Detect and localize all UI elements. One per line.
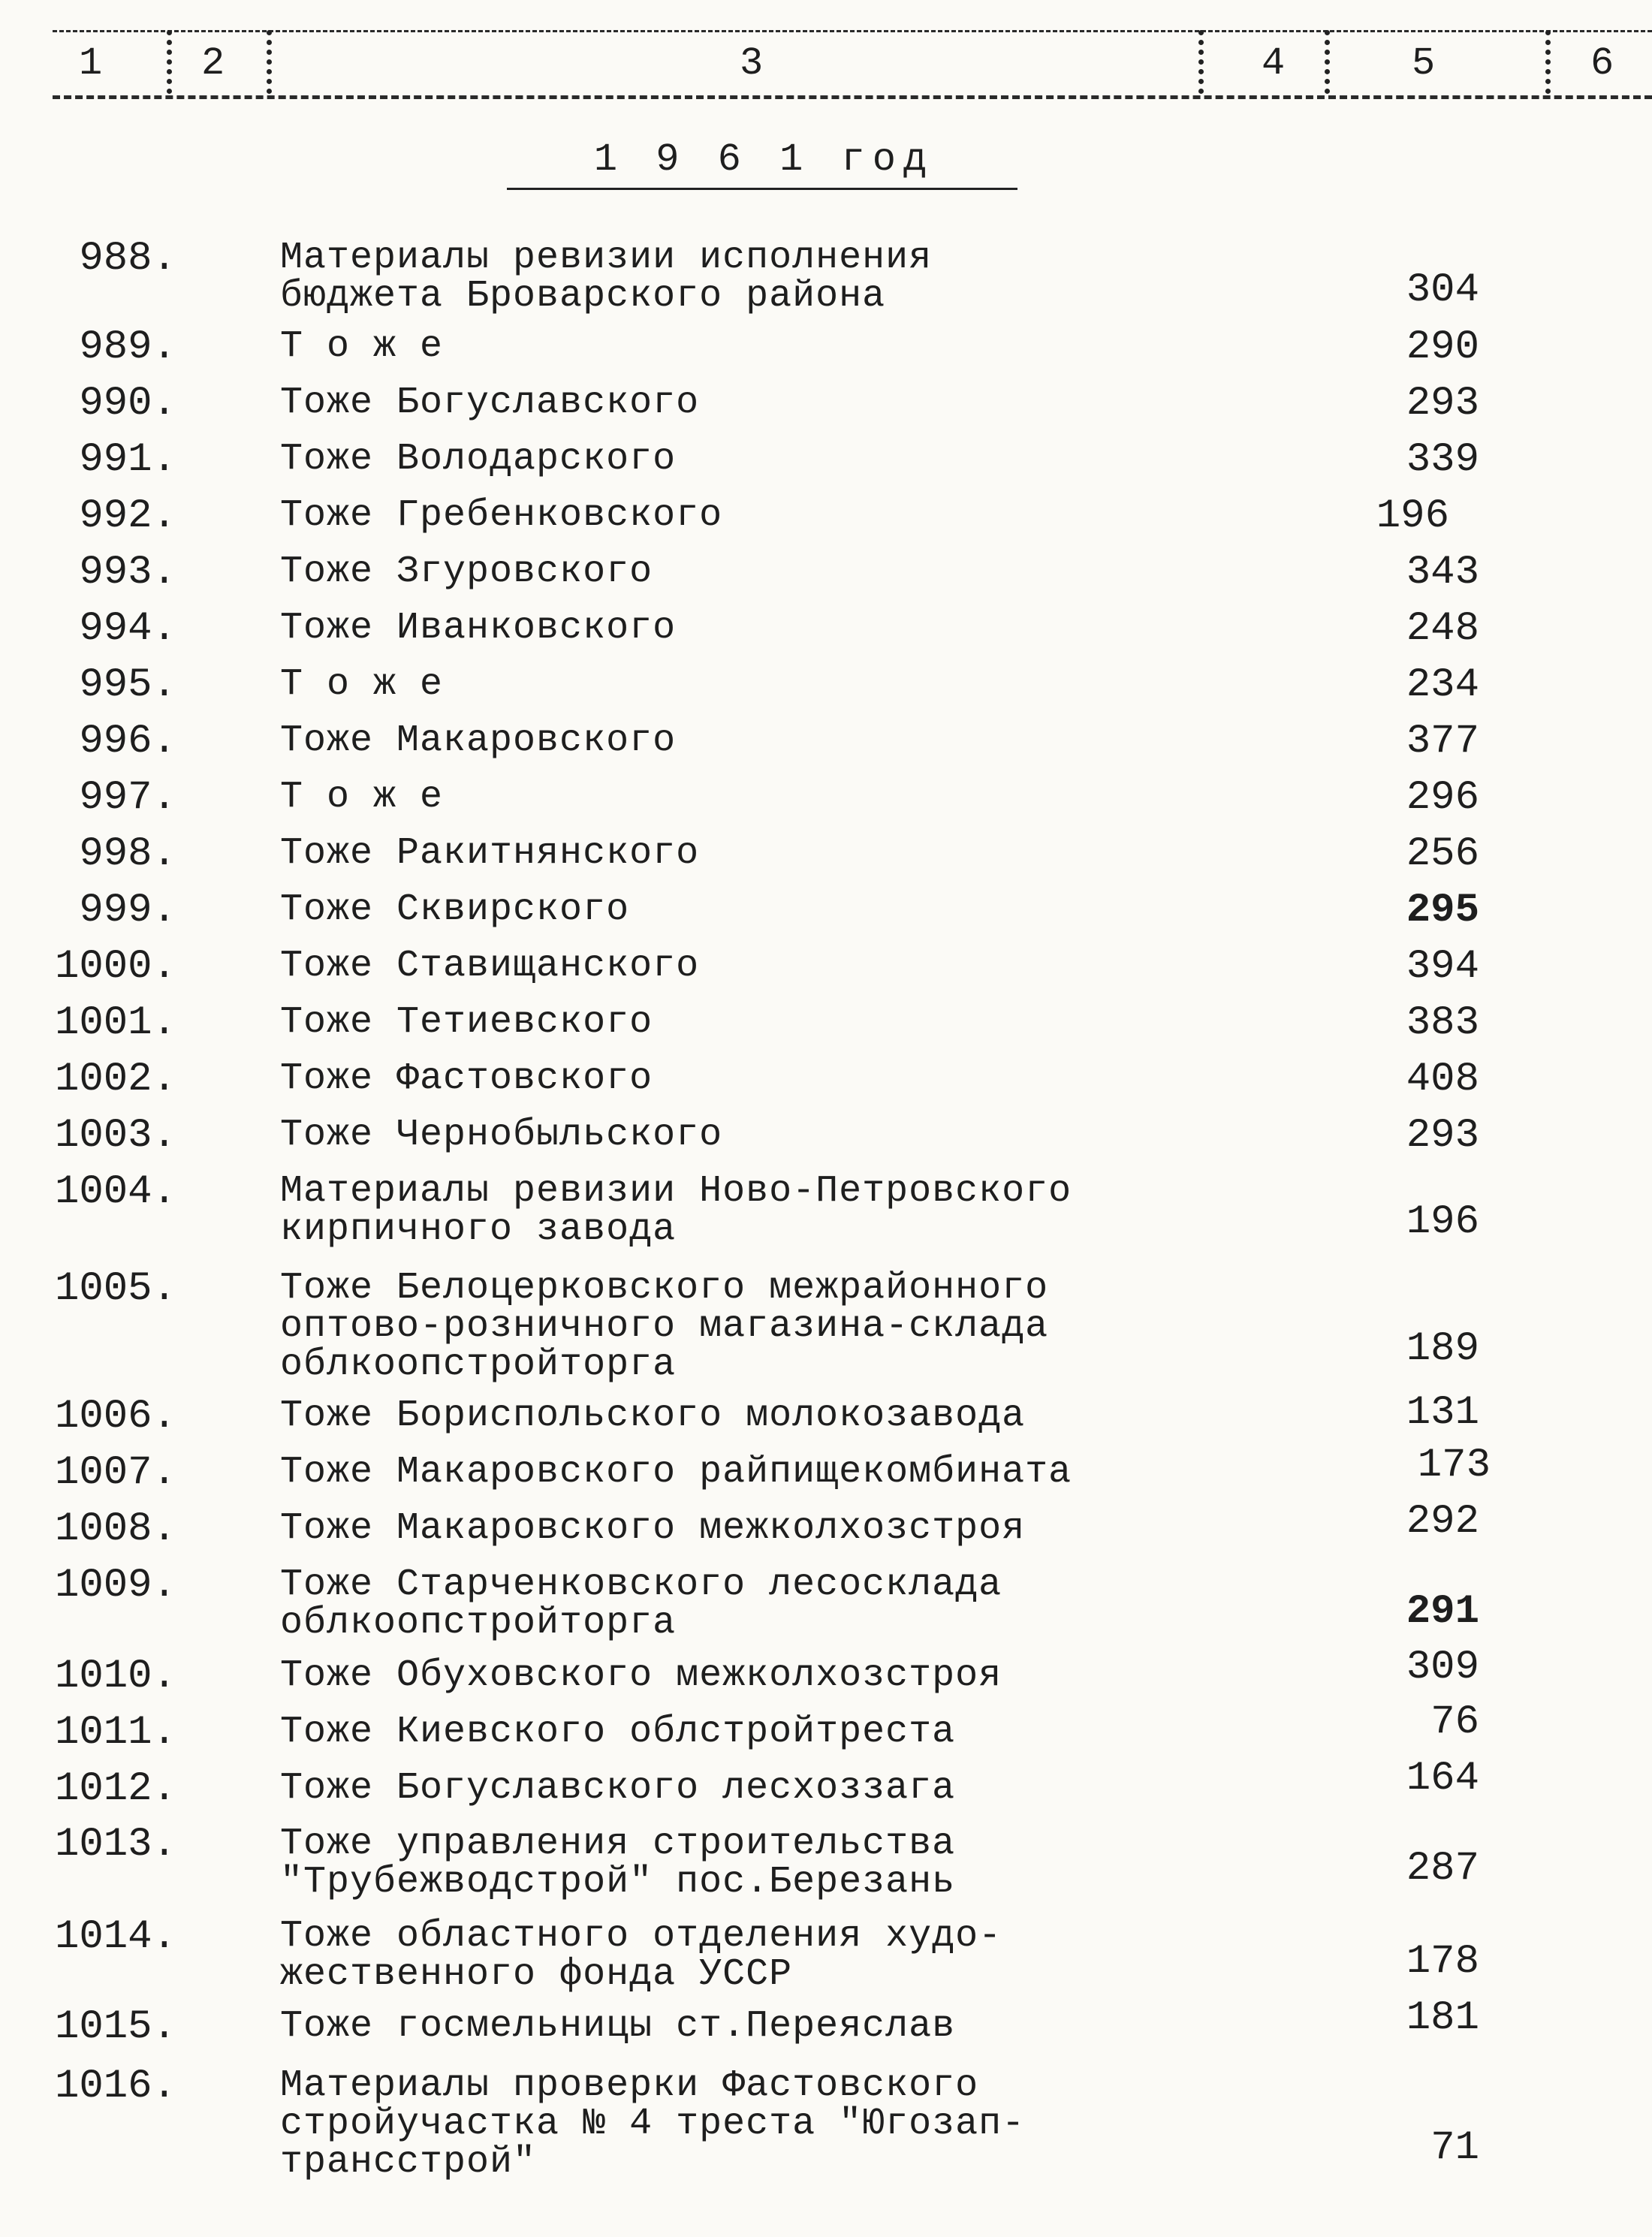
item-pages: 131 xyxy=(1406,1390,1479,1436)
item-title: Материалы проверки Фастовского стройучастка № 4 треста "Югозап- трансстрой" xyxy=(280,2064,1026,2184)
item-number: 1005. xyxy=(54,1266,176,1312)
item-pages: 256 xyxy=(1406,831,1479,877)
item-title: Тоже Иванковского xyxy=(280,607,677,650)
item-number: 993. xyxy=(79,550,176,595)
item-title: Тоже Фастовского xyxy=(280,1057,653,1100)
item-number: 991. xyxy=(79,437,176,483)
item-title: Тоже Обуховского межколхозстроя xyxy=(280,1654,1002,1697)
year-underline xyxy=(507,188,1017,190)
item-number: 1006. xyxy=(54,1394,176,1440)
item-pages: 309 xyxy=(1406,1645,1479,1690)
item-number: 1016. xyxy=(54,2064,176,2109)
header-bottom-rule xyxy=(53,95,1652,99)
item-number: 988. xyxy=(79,236,176,282)
item-number: 1002. xyxy=(54,1057,176,1102)
column-number-3: 3 xyxy=(740,41,764,86)
year-heading: 1 9 6 1 год xyxy=(593,137,935,182)
item-title: Тоже Белоцерковского межрайонного оптово-розничного магазина-склада облкоопстройторга xyxy=(280,1267,1049,1386)
item-title: Тоже Володарского xyxy=(280,438,677,481)
item-number: 989. xyxy=(79,324,176,370)
item-title: Тоже Ставищанского xyxy=(280,945,700,987)
item-pages: 394 xyxy=(1406,944,1479,990)
item-title: Материалы ревизии Ново-Петровского кирпичного завода xyxy=(280,1170,1072,1251)
item-pages: 343 xyxy=(1406,550,1479,595)
column-number-2: 2 xyxy=(201,41,225,86)
item-pages: 196 xyxy=(1406,1199,1479,1245)
item-pages: 248 xyxy=(1406,606,1479,652)
item-title: Тоже Богуславского xyxy=(280,381,700,424)
item-number: 1014. xyxy=(54,1914,176,1960)
item-title: Тоже управления строительства "Трубежводстрой" пос.Березань xyxy=(280,1822,956,1904)
column-separator xyxy=(167,30,172,94)
item-title: Тоже Тетиевского xyxy=(280,1001,653,1044)
item-number: 1000. xyxy=(54,944,176,990)
column-number-5: 5 xyxy=(1412,41,1436,86)
item-title: Тоже Старченковского лесосклада облкоопстройторга xyxy=(280,1563,1002,1645)
item-number: 999. xyxy=(79,888,176,933)
column-separator xyxy=(267,30,272,94)
item-number: 1010. xyxy=(54,1654,176,1699)
column-number-6: 6 xyxy=(1590,41,1614,86)
item-title: Тоже госмельницы ст.Переяслав xyxy=(280,2005,956,2048)
item-title: Тоже Макаровского райпищекомбината xyxy=(280,1451,1072,1494)
item-title: Тоже Макаровского межколхозстроя xyxy=(280,1507,1026,1550)
column-number-1: 1 xyxy=(79,41,103,86)
column-separator xyxy=(1198,30,1204,94)
item-title: Тоже Згуровского xyxy=(280,550,653,593)
item-pages: 291 xyxy=(1406,1589,1479,1635)
item-pages: 408 xyxy=(1406,1057,1479,1102)
item-pages: 339 xyxy=(1406,437,1479,483)
item-title: Тоже Ракитнянского xyxy=(280,832,700,875)
item-pages: 234 xyxy=(1406,662,1479,708)
item-title: Тоже Гребенковского xyxy=(280,494,723,537)
item-title: Т о ж е xyxy=(280,325,444,368)
item-number: 1001. xyxy=(54,1000,176,1046)
header-top-rule xyxy=(53,30,1652,32)
item-pages: 290 xyxy=(1406,324,1479,370)
item-pages: 76 xyxy=(1430,1699,1479,1745)
item-pages: 178 xyxy=(1406,1939,1479,1985)
item-number: 1007. xyxy=(54,1450,176,1496)
item-title: Тоже Киевского облстройтреста xyxy=(280,1711,956,1753)
column-number-4: 4 xyxy=(1262,41,1286,86)
item-pages: 196 xyxy=(1376,493,1449,539)
item-number: 1012. xyxy=(54,1766,176,1812)
item-title: Тоже Чернобыльского xyxy=(280,1114,723,1156)
item-title: Т о ж е xyxy=(280,776,444,819)
item-pages: 189 xyxy=(1406,1326,1479,1372)
item-number: 1004. xyxy=(54,1169,176,1215)
item-number: 994. xyxy=(79,606,176,652)
item-pages: 304 xyxy=(1406,267,1479,313)
item-number: 996. xyxy=(79,719,176,764)
item-pages: 287 xyxy=(1406,1846,1479,1892)
item-number: 1011. xyxy=(54,1710,176,1756)
item-pages: 377 xyxy=(1406,719,1479,764)
item-pages: 383 xyxy=(1406,1000,1479,1046)
item-pages: 295 xyxy=(1406,888,1479,933)
item-title: Тоже Сквирского xyxy=(280,888,630,931)
item-number: 997. xyxy=(79,775,176,821)
item-title: Тоже Макаровского xyxy=(280,719,677,762)
item-number: 1009. xyxy=(54,1563,176,1608)
item-pages: 293 xyxy=(1406,1113,1479,1159)
item-number: 992. xyxy=(79,493,176,539)
item-pages: 296 xyxy=(1406,775,1479,821)
item-number: 1008. xyxy=(54,1506,176,1552)
column-separator xyxy=(1325,30,1330,94)
item-title: Материалы ревизии исполнения бюджета Броварского района xyxy=(280,237,933,318)
item-number: 990. xyxy=(79,381,176,427)
item-number: 1013. xyxy=(54,1822,176,1868)
item-pages: 71 xyxy=(1430,2125,1479,2171)
item-title: Т о ж е xyxy=(280,663,444,706)
item-number: 995. xyxy=(79,662,176,708)
item-pages: 292 xyxy=(1406,1499,1479,1545)
item-pages: 181 xyxy=(1406,1995,1479,2041)
item-number: 998. xyxy=(79,831,176,877)
item-pages: 293 xyxy=(1406,381,1479,427)
item-number: 1003. xyxy=(54,1113,176,1159)
item-number: 1015. xyxy=(54,2004,176,2050)
column-separator xyxy=(1545,30,1551,94)
item-title: Тоже Богуславского лесхоззага xyxy=(280,1767,956,1810)
item-pages: 173 xyxy=(1417,1443,1491,1488)
item-title: Тоже областного отделения худо- жественного фонда УССР xyxy=(280,1915,1002,1996)
item-pages: 164 xyxy=(1406,1756,1479,1801)
item-title: Тоже Бориспольского молокозавода xyxy=(280,1394,1026,1437)
